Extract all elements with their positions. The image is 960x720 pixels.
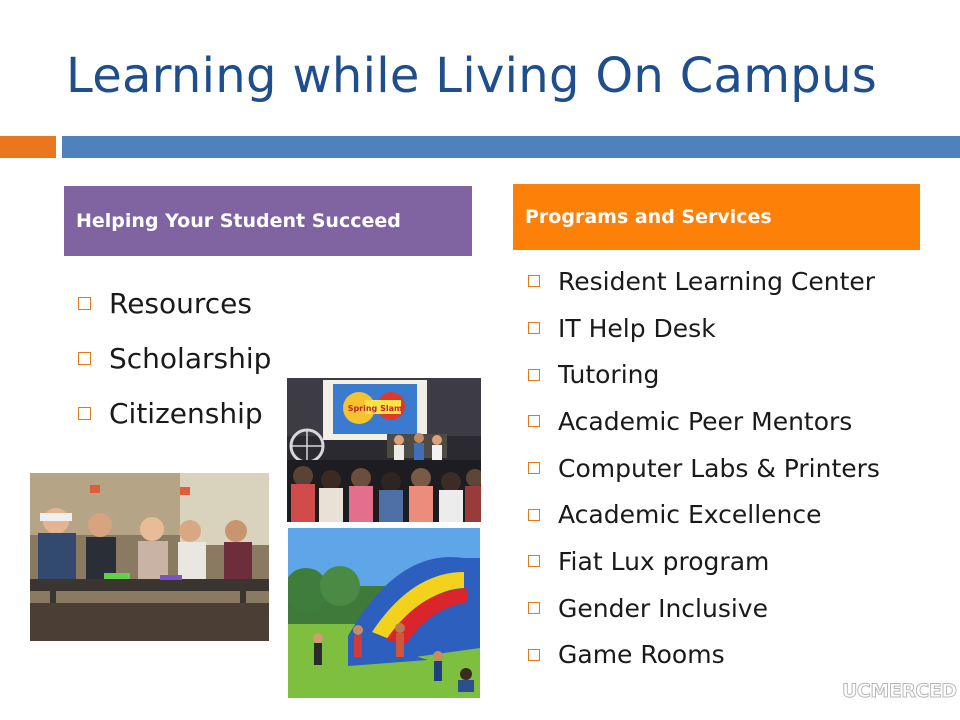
- list-item: [528, 632, 880, 679]
- checkbox-bullet-icon: [528, 462, 540, 474]
- list-item-label: Game Rooms: [558, 640, 725, 670]
- students-table-illustration: [30, 473, 269, 641]
- checkbox-bullet-icon: [528, 415, 540, 427]
- checkbox-bullet-icon: [528, 602, 540, 614]
- list-item-label: Computer Labs & Printers: [558, 453, 880, 483]
- accent-bar-blue: [62, 136, 960, 158]
- ucmerced-watermark-logo: UCMERCED: [842, 680, 957, 702]
- list-item-label: Academic Peer Mentors: [558, 406, 853, 436]
- list-item: [528, 585, 880, 632]
- event-stage-illustration: [287, 378, 481, 522]
- programs-services-list: [528, 258, 880, 678]
- accent-bar-orange: [0, 136, 56, 158]
- list-item: [528, 538, 880, 585]
- list-item: [528, 398, 880, 445]
- checkbox-bullet-icon: [528, 369, 540, 381]
- checkbox-bullet-icon: [78, 297, 91, 310]
- helping-student-header: Helping Your Student Succeed: [64, 186, 472, 256]
- list-item-label: Citizenship: [109, 397, 263, 430]
- checkbox-bullet-icon: [528, 649, 540, 661]
- list-item: [528, 305, 880, 352]
- water-slide-illustration: [288, 528, 480, 698]
- checkbox-bullet-icon: [528, 275, 540, 287]
- slide-title: Learning while Living On Campus: [66, 48, 878, 104]
- list-item-label: Academic Excellence: [558, 500, 822, 530]
- checkbox-bullet-icon: [78, 352, 91, 365]
- water-slide-photo: [288, 528, 480, 698]
- list-item: [528, 491, 880, 538]
- list-item: [528, 445, 880, 492]
- list-item-label: Resident Learning Center: [558, 266, 876, 296]
- list-item: [78, 276, 271, 331]
- checkbox-bullet-icon: [78, 407, 91, 420]
- list-item: [528, 351, 880, 398]
- helping-student-list: [78, 276, 271, 441]
- list-item-label: Fiat Lux program: [558, 546, 770, 576]
- projected-screen-text: Spring Slam: [347, 404, 403, 413]
- checkbox-bullet-icon: [528, 509, 540, 521]
- students-table-photo: [30, 473, 269, 641]
- event-stage-photo: [287, 378, 481, 522]
- list-item: [78, 386, 271, 441]
- list-item-label: Tutoring: [558, 360, 660, 390]
- list-item-label: Gender Inclusive: [558, 593, 768, 623]
- list-item-label: Resources: [109, 287, 252, 320]
- list-item-label: Scholarship: [109, 342, 272, 375]
- list-item: [528, 258, 880, 305]
- programs-services-header: Programs and Services: [513, 184, 920, 250]
- list-item: [78, 331, 271, 386]
- list-item-label: IT Help Desk: [558, 313, 716, 343]
- checkbox-bullet-icon: [528, 322, 540, 334]
- checkbox-bullet-icon: [528, 555, 540, 567]
